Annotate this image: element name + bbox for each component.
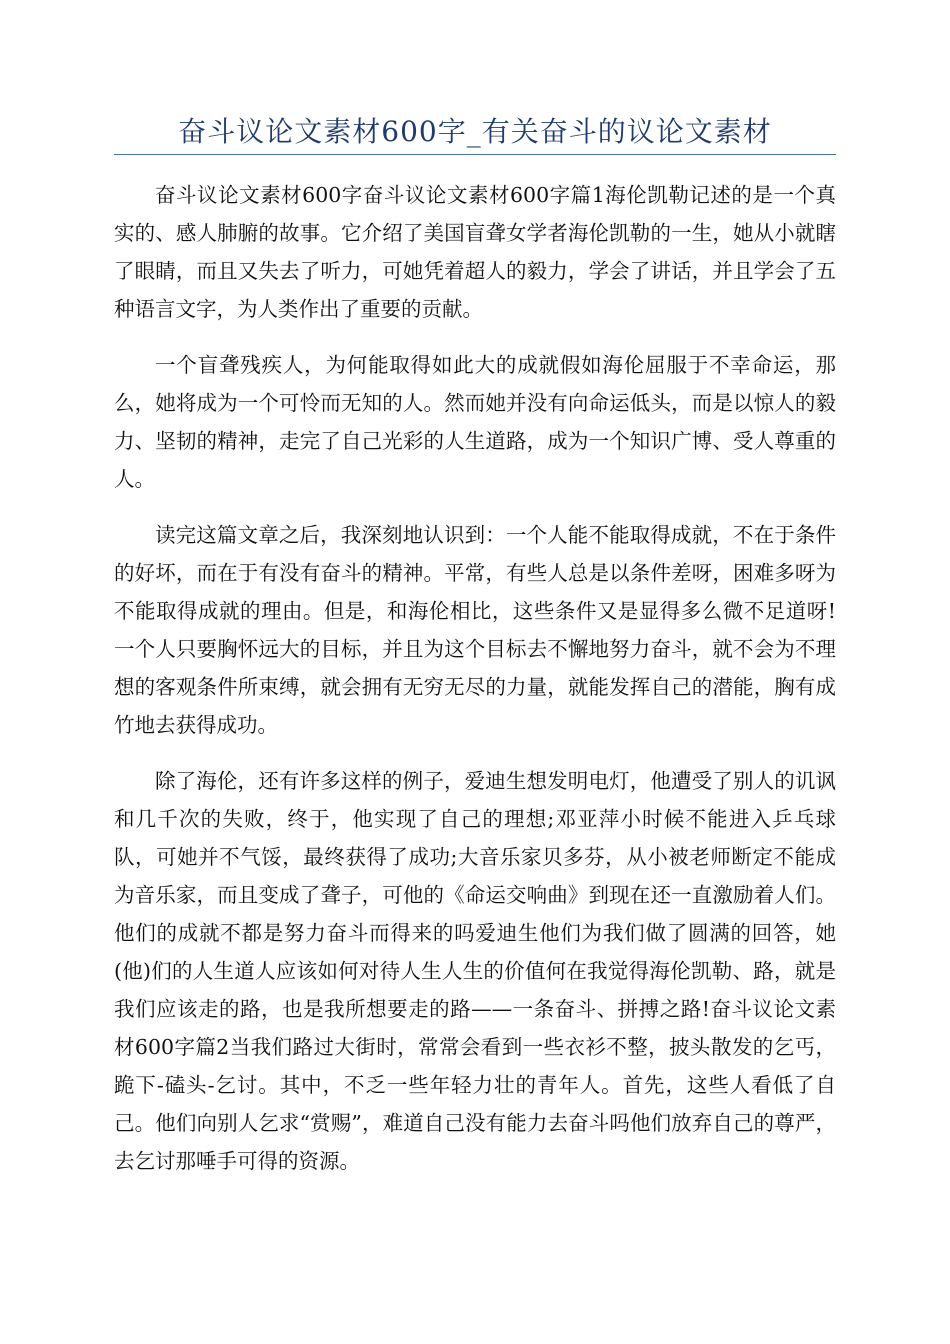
document-body [114,176,836,1198]
paragraph-3: 读完这篇文章之后，我深刻地认识到：一个人能不能取得成就，不在于条件的好坏，而在于有没有奋斗的精神。平常，有些人总是以条件差呀，困难多呀为不能取得成就的理由。但是，和海伦相比，这些条件又是显得多么微不足道呀!一个人只要胸怀远大的目标，并且为这个目标去不懈地努力奋斗，就不会为不理想的客观条件所束缚，就会拥有无穷无尽的力量，就能发挥自己的潜能，胸有成竹地去获得成功。 [114,523,836,737]
paragraph-4: 除了海伦，还有许多这样的例子，爱迪生想发明电灯，他遭受了别人的讥讽和几千次的失败，终于，他实现了自己的理想;邓亚萍小时候不能进入乒乓球队，可她并不气馁，最终获得了成功;大音乐家贝多芬，从小被老师断定不能成为音乐家，而且变成了聋子，可他的《命运交响曲》到现在还一直激励着人们。他们的成就不都是努力奋斗而得来的吗爱迪生他们为我们做了圆满的回答，她(他)们的人生道人应该如何对待人生人生的价值何在我觉得海伦凯勒、路，就是我们应该走的路，也是我所想要走的路——一条奋斗、拼搏之路!奋斗议论文素材600字篇2当我们路过大街时，常常会看到一些衣衫不整，披头散发的乞丐，跪下-磕头-乞讨。其中，不乏一些年轻力壮的青年人。首先，这些人看低了自己。他们向别人乞求“赏赐”，难道自己没有能力去奋斗吗他们放弃自己的尊严，去乞讨那唾手可得的资源。 [114,769,836,1173]
document-title: 奋斗议论文素材600字_有关奋斗的议论文素材 [178,115,772,148]
title-underline [114,154,836,155]
paragraph-1: 奋斗议论文素材600字奋斗议论文素材600字篇1海伦凯勒记述的是一个真实的、感人肺腑的故事。它介绍了美国盲聋女学者海伦凯勒的一生，她从小就瞎了眼睛，而且又失去了听力，可她凭着超人的毅力，学会了讲话，并且学会了五种语言文字，为人类作出了重要的贡献。 [114,183,836,321]
paragraph-2: 一个盲聋残疾人，为何能取得如此大的成就假如海伦屈服于不幸命运，那么，她将成为一个可怜而无知的人。然而她并没有向命运低头，而是以惊人的毅力、坚韧的精神，走完了自己光彩的人生道路，成为一个知识广博、受人尊重的人。 [114,353,836,491]
